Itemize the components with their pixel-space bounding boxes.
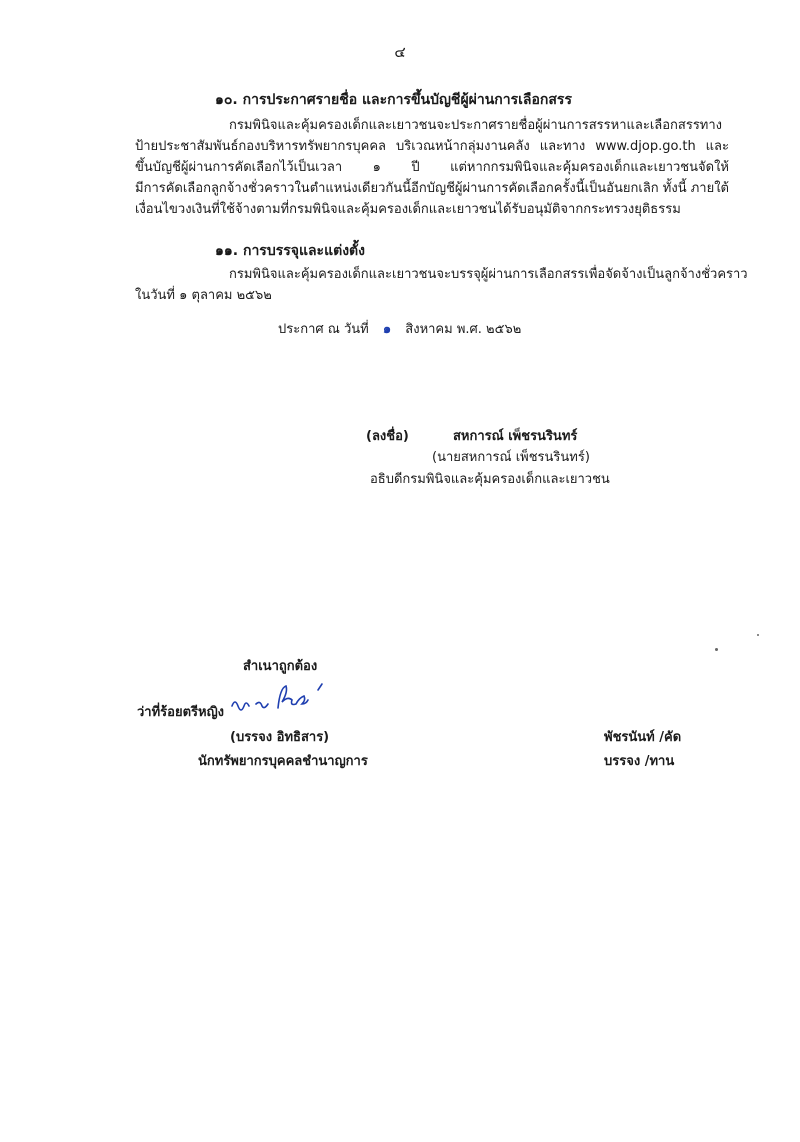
section-11-line: กรมพินิจและคุ้มครองเด็กและเยาวชนจะบรรจุผู้ผ่านการเลือกสรรเพื่อจัดจ้างเป็นลูกจ้างชั่วคราว [229,267,748,282]
announce-suffix: สิงหาคม พ.ศ. ๒๕๖๒ [405,322,522,337]
certifier-name: (บรรจง อิทธิสาร) [230,730,330,745]
section-10-line: มีการคัดเลือกลูกจ้างชั่วคราวในตำแหน่งเดียวกันนี้อีกบัญชีผู้ผ่านการคัดเลือกครั้งนี้เป็นอันยกเลิก ทั้งนี้ ภายใต้ [135,181,729,196]
section-11-line: ในวันที่ ๑ ตุลาคม ๒๕๖๒ [135,288,272,303]
announce-date [278,318,521,339]
section-10-line: ขึ้นบัญชีผู้ผ่านการคัดเลือกไว้เป็นเวลา ๑ ปี แต่หากกรมพินิจและคุ้มครองเด็กและเยาวชนจัดให้ [135,160,729,175]
section-11-heading: ๑๑. การบรรจุและแต่งตั้ง [215,243,365,259]
section-10-line: กรมพินิจและคุ้มครองเด็กและเยาวชนจะประกาศรายชื่อผู้ผ่านการสรรหาและเลือกสรรทาง [229,118,723,133]
signer-name: สหการณ์ เพ็ชรนรินทร์ [453,429,578,444]
page-number: ๔ [394,43,406,61]
scan-speck [757,634,759,636]
checked-by: บรรจง /ทาน [604,754,675,769]
certifier-title: นักทรัพยากรบุคคลชำนาญการ [198,754,368,769]
copy-certified-label: สำเนาถูกต้อง [243,659,318,674]
section-10-line: เงื่อนไขวงเงินที่ใช้จ้างตามที่กรมพินิจและคุ้มครองเด็กและเยาวชนได้รับอนุมัติจากกระทรวงยุติธรรม [135,202,681,217]
announce-day: ๑ [382,322,392,337]
typed-by: พัชรนันท์ /คัด [604,730,682,745]
announce-prefix: ประกาศ ณ วันที่ [278,322,369,337]
signed-label: (ลงชื่อ) [366,429,409,444]
handwritten-signature [226,680,336,720]
section-10-heading: ๑๐. การประกาศรายชื่อ และการขึ้นบัญชีผู้ผ่านการเลือกสรร [215,92,572,108]
scan-speck [715,648,718,651]
signer-full-name: (นายสหการณ์ เพ็ชรนรินทร์) [432,450,590,465]
section-10-line: ป้ายประชาสัมพันธ์กองบริหารทรัพยากรบุคคล บริเวณหน้ากลุ่มงานคลัง และทาง www.djop.go.th และ [135,139,729,154]
signer-position: อธิบดีกรมพินิจและคุ้มครองเด็กและเยาวชน [370,472,610,487]
section-10-body [135,115,729,220]
certifier-rank: ว่าที่ร้อยตรีหญิง [137,705,224,720]
section-11-body [135,264,748,306]
